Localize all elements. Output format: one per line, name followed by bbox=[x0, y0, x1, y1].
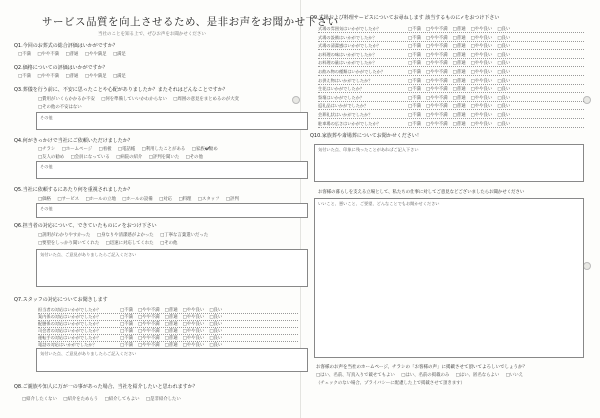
q7-scale-option[interactable]: □やや良い bbox=[182, 329, 205, 334]
q7-scale-option[interactable]: □やや不満 bbox=[137, 329, 160, 334]
q9-row-label: お飲み物の種類はいかがでしたか？ bbox=[318, 69, 386, 74]
q7-scale-option[interactable]: □やや良い bbox=[182, 308, 205, 313]
q9-scale-option[interactable]: □良い bbox=[497, 70, 511, 75]
q2-option[interactable]: □普通 bbox=[65, 74, 79, 79]
q9-scale-option[interactable]: □やや良い bbox=[470, 87, 493, 93]
q9-row-divider bbox=[318, 41, 584, 42]
q5-options[interactable] bbox=[38, 196, 244, 202]
q9-scale-option[interactable]: □やや不満 bbox=[425, 87, 448, 93]
q9-scale-option[interactable]: □普通 bbox=[452, 27, 466, 32]
q7-scale-option[interactable]: □良い bbox=[209, 329, 223, 334]
q9-scale-option[interactable]: □やや不満 bbox=[425, 104, 448, 110]
q4-option[interactable]: □評判を聞いた bbox=[148, 155, 180, 160]
q6-option[interactable]: □説明がわかりやすかった bbox=[38, 233, 91, 238]
page-subtitle: 当社のことを知る上で、ぜひお声をお聞かせください bbox=[98, 32, 206, 37]
q1-options[interactable] bbox=[18, 51, 131, 57]
q1-option[interactable]: □やや不満 bbox=[37, 52, 60, 57]
q1-option[interactable]: □普通 bbox=[65, 52, 79, 57]
q9-row-divider bbox=[318, 75, 584, 76]
q9-scale-option[interactable]: □やや良い bbox=[470, 104, 493, 110]
q6-comment-box[interactable] bbox=[36, 249, 308, 287]
q7-scale-option[interactable]: □不満 bbox=[120, 329, 133, 334]
q2-option[interactable]: □やや不満 bbox=[37, 74, 60, 79]
q5-option[interactable]: □サービス bbox=[57, 197, 80, 202]
q9-scale-option[interactable]: □良い bbox=[497, 52, 511, 58]
q5-option[interactable]: □対応 bbox=[159, 197, 173, 202]
q5-text: Q5.当社に依頼するにあたり何を重視されましたか？ bbox=[14, 187, 133, 193]
q7-box-label: 気付いた点、ご意見がありましたらご記入ください bbox=[40, 351, 137, 356]
q7-scale-option[interactable]: □やや良い bbox=[182, 343, 205, 348]
q3-text: Q3.葬儀を行う前に、不安に思ったことや心配がありましたか？またそれはどんなことですか？ bbox=[14, 87, 228, 93]
q9-scale-option[interactable]: □良い bbox=[497, 35, 511, 41]
left-column bbox=[8, 0, 339, 418]
q7-scale-option[interactable]: □やや不満 bbox=[137, 308, 160, 313]
q9-scale-option[interactable]: □やや不満 bbox=[425, 113, 448, 118]
q1-option[interactable]: □やや満足 bbox=[84, 52, 107, 57]
q9-scale-option[interactable]: □やや不満 bbox=[425, 44, 448, 50]
q7-scale-option[interactable]: □やや不満 bbox=[137, 336, 160, 341]
q9-row-divider bbox=[318, 84, 584, 85]
q9-scale-option[interactable]: □不満 bbox=[408, 70, 421, 75]
q10-box-label: 気付いた点、印象に残ったことがあればご記入下さい bbox=[318, 147, 419, 152]
q9-scale-option[interactable]: □やや不満 bbox=[425, 52, 448, 58]
q7-scale-option[interactable]: □良い bbox=[209, 315, 223, 320]
q7-scale-option[interactable]: □普通 bbox=[164, 315, 178, 320]
q5-option[interactable]: □スタッフ bbox=[197, 197, 220, 202]
q6-text: Q6.担当者の対応について、できていたものに✓をおつけ下さい bbox=[14, 223, 157, 229]
q9-scale-option[interactable]: □やや良い bbox=[470, 27, 493, 32]
q6-options[interactable] bbox=[38, 232, 213, 238]
q5-option[interactable]: □ホールの立地 bbox=[85, 197, 116, 202]
q9-scale-option[interactable]: □不満 bbox=[408, 52, 421, 58]
q9-scale-option[interactable]: □良い bbox=[497, 78, 511, 84]
q2-option[interactable]: □不満 bbox=[18, 74, 31, 79]
q9-scale-option[interactable]: □やや不満 bbox=[425, 70, 448, 75]
q9-row-label: 式場の設備はいかがでしたか？ bbox=[318, 34, 377, 40]
q9-scale-option[interactable]: □やや良い bbox=[470, 121, 493, 127]
q2-option[interactable]: □満足 bbox=[112, 74, 126, 79]
q9-scale-option[interactable]: □不満 bbox=[408, 87, 421, 93]
q9-scale-option[interactable]: □やや良い bbox=[470, 78, 493, 84]
closing-text: お客様の暮らしを支える立場として、私たちの仕事に対してご意見などございましたらお聞かせください bbox=[318, 190, 525, 195]
q4-text: Q4.何がきっかけで当社にご依頼いただけましたか？ bbox=[14, 138, 133, 144]
q7-scale-option[interactable]: □良い bbox=[209, 343, 223, 348]
q9-row-label: お料理の味はいかがでしたか？ bbox=[318, 51, 377, 57]
consent-option[interactable]: □はい、名前の掲載のみ bbox=[401, 373, 450, 378]
q7-scale-option[interactable]: □やや不満 bbox=[137, 343, 160, 348]
q9-scale-option[interactable]: □良い bbox=[497, 44, 511, 50]
q3-option[interactable]: □周囲の意見をまとめるのが大変 bbox=[173, 97, 239, 102]
closing-box-label: いいこと、悪いこと、ご要望、どんなことでもお聞かせください bbox=[318, 201, 440, 206]
q9-scale-option[interactable]: □普通 bbox=[452, 52, 466, 58]
q4-option[interactable]: □看板 bbox=[98, 147, 112, 152]
q9-row-divider bbox=[318, 32, 584, 33]
q7-row-label: 案内係の対応はいかがでしたか？ bbox=[38, 314, 101, 319]
q9-scale-option[interactable]: □不満 bbox=[408, 113, 421, 118]
q9-scale-option[interactable]: □普通 bbox=[452, 35, 466, 41]
q4-option[interactable]: □チラシ bbox=[38, 147, 56, 152]
q9-row-divider bbox=[318, 92, 584, 93]
q7-scale-option[interactable]: □やや良い bbox=[182, 336, 205, 341]
q4-option[interactable]: □その他 bbox=[185, 155, 203, 160]
right-column bbox=[304, 0, 592, 418]
q9-row-label: 生花はいかがでしたか？ bbox=[318, 86, 365, 92]
q4-option[interactable]: □電話帳 bbox=[117, 147, 136, 152]
q10-text: Q10.家族葬や斎場葬についてお聞かせください！ bbox=[310, 133, 422, 139]
q7-row-label: 担当者の対応はいかがでしたか？ bbox=[38, 307, 101, 312]
q9-row-divider bbox=[318, 66, 584, 67]
q9-row-divider bbox=[318, 49, 584, 50]
q9-scale-option[interactable]: □普通 bbox=[452, 44, 466, 50]
q3-option[interactable]: □費用がいくらかかるか不安 bbox=[38, 97, 95, 102]
q4-option[interactable]: □家族の勧め bbox=[191, 147, 218, 152]
q9-scale-option[interactable]: □やや良い bbox=[470, 70, 493, 75]
q9-scale-option[interactable]: □やや良い bbox=[470, 35, 493, 41]
q9-scale-option[interactable]: □良い bbox=[497, 95, 511, 101]
q9-scale-option[interactable]: □良い bbox=[497, 61, 511, 67]
q7-scale-option[interactable]: □普通 bbox=[164, 343, 178, 348]
consent-text: お客様のお声を当社のホームページ、チラシの「お客様の声」に掲載させて頂いてよろしいでしょうか？ bbox=[316, 365, 528, 370]
q9-scale-option[interactable]: □やや良い bbox=[470, 95, 493, 101]
q9-scale-option[interactable]: □やや良い bbox=[470, 44, 493, 50]
q4-options[interactable] bbox=[38, 146, 223, 152]
q7-scale-option[interactable]: □良い bbox=[209, 336, 223, 341]
q9-scale-option[interactable]: □普通 bbox=[452, 95, 466, 101]
q3-options[interactable] bbox=[38, 96, 244, 102]
q5-option[interactable]: □料理 bbox=[178, 197, 192, 202]
q7-row-label: 配膳係の対応はいかがでしたか？ bbox=[38, 321, 101, 326]
q8-options[interactable] bbox=[22, 396, 186, 402]
q10-comment-box[interactable] bbox=[314, 144, 584, 182]
q9-scale-option[interactable]: □やや不満 bbox=[425, 121, 448, 127]
q7-scale-option[interactable]: □不満 bbox=[120, 315, 133, 320]
q9-scale-option[interactable]: □不満 bbox=[408, 27, 421, 32]
q9-row-divider bbox=[318, 101, 584, 102]
q8-option[interactable]: □紹介してもよい bbox=[104, 397, 140, 402]
consent-option[interactable]: □はい、名前、写真入りで載せてもよい bbox=[316, 373, 395, 378]
q7-scale-option[interactable]: □良い bbox=[209, 322, 223, 327]
q9-scale-option[interactable]: □不満 bbox=[408, 95, 421, 101]
q9-scale-option[interactable]: □普通 bbox=[452, 61, 466, 67]
q5-other-box[interactable] bbox=[36, 203, 308, 218]
q7-scale-option[interactable]: □普通 bbox=[164, 329, 178, 334]
q7-scale-option[interactable]: □不満 bbox=[120, 322, 133, 327]
q9-scale-option[interactable]: □やや不満 bbox=[425, 61, 448, 67]
q8-option[interactable]: □紹介をためらう bbox=[63, 397, 99, 402]
q3-box-label: その他 bbox=[40, 115, 53, 120]
q2-options[interactable] bbox=[18, 73, 131, 79]
q7-scale-option[interactable]: □不満 bbox=[120, 336, 133, 341]
q8-option[interactable]: □紹介したくない bbox=[22, 397, 57, 402]
q7-row-label: 電話の対応はいかがでしたか？ bbox=[38, 342, 97, 347]
q6-option[interactable]: □迅速に対応してくれた bbox=[105, 241, 154, 246]
q1-option[interactable]: □満足 bbox=[112, 52, 126, 57]
q9-row-label: 式場の清潔感はいかがでしたか？ bbox=[318, 43, 381, 49]
q9-row-label: お供え物はいかがでしたか？ bbox=[318, 77, 373, 83]
q4-box-label: その他 bbox=[40, 164, 53, 169]
q9-scale-option[interactable]: □不満 bbox=[408, 35, 421, 41]
q9-scale-option[interactable]: □良い bbox=[497, 121, 511, 127]
q7-scale-option[interactable]: □やや良い bbox=[182, 315, 205, 320]
q7-scale-option[interactable]: □不満 bbox=[120, 343, 133, 348]
q9-row-label: 返礼品はいかがでしたか？ bbox=[318, 103, 369, 109]
q9-row-divider bbox=[318, 58, 584, 59]
q1-text: Q1.今回のお葬式の総合評価はいかがですか？ bbox=[14, 43, 118, 49]
q7-scale-option[interactable]: □普通 bbox=[164, 336, 178, 341]
q6-option[interactable]: □その他 bbox=[160, 241, 178, 246]
q9-row-divider bbox=[318, 109, 584, 110]
q2-text: Q2.価格についての評価はいかがですか？ bbox=[14, 65, 108, 71]
q7-row-label: 運転手の対応はいかがでしたか？ bbox=[38, 335, 101, 340]
q9-scale-option[interactable]: □不満 bbox=[408, 78, 421, 84]
q9-scale-option[interactable]: □やや良い bbox=[470, 61, 493, 67]
q9-scale-option[interactable]: □やや良い bbox=[470, 52, 493, 58]
q6-option[interactable]: □要望をしっかり聞いてくれた bbox=[38, 241, 100, 246]
q2-option[interactable]: □やや満足 bbox=[84, 74, 107, 79]
q9-scale-option[interactable]: □やや不満 bbox=[425, 35, 448, 41]
q9-scale-option[interactable]: □やや不満 bbox=[425, 78, 448, 84]
q7-comment-box[interactable] bbox=[36, 348, 308, 372]
q7-scale-option[interactable]: □やや不満 bbox=[137, 322, 160, 327]
q4-option[interactable]: □ホームページ bbox=[61, 147, 93, 152]
q9-scale-option[interactable]: □普通 bbox=[452, 113, 466, 118]
q7-scale-option[interactable]: □普通 bbox=[164, 308, 178, 313]
q7-row-label: 司会者の対応はいかがでしたか？ bbox=[38, 328, 101, 333]
q7-scale-option[interactable]: □良い bbox=[209, 308, 223, 313]
q9-row-label: 駐車場の広さはいかがでしたか？ bbox=[318, 120, 381, 126]
q4-option[interactable]: □病院の紹介 bbox=[116, 155, 143, 160]
q7-scale-option[interactable]: □普通 bbox=[164, 322, 178, 327]
q5-box-label: その他 bbox=[40, 206, 53, 211]
consent-note: （チェックのない場合、プライバシーに配慮した上で掲載させて頂きます） bbox=[316, 381, 465, 386]
q9-scale-option[interactable]: □普通 bbox=[452, 104, 466, 110]
q9-scale-option[interactable]: □良い bbox=[497, 27, 511, 32]
consent-option[interactable]: □いいえ bbox=[505, 373, 524, 378]
q9-scale-option[interactable]: □やや不満 bbox=[425, 95, 448, 101]
q9-row-divider bbox=[318, 127, 584, 128]
q7-text: Q7.スタッフの対応についてお聞きします bbox=[14, 297, 108, 303]
q6-option[interactable]: □身なりや清潔感がよかった bbox=[96, 233, 154, 238]
q6-option[interactable]: □丁寧な言葉遣いだった bbox=[160, 233, 209, 238]
q9-scale-option[interactable]: □やや不満 bbox=[425, 27, 448, 32]
q4-options-2[interactable] bbox=[38, 154, 208, 160]
q9-scale-option[interactable]: □普通 bbox=[452, 87, 466, 93]
q4-option[interactable]: □利用したことがある bbox=[141, 147, 186, 152]
q4-other-box[interactable] bbox=[36, 161, 308, 179]
q8-text: Q8.ご親族や知人に万が一の事があった場合、当社を紹介したいと思われますか？ bbox=[14, 384, 198, 390]
q9-scale-option[interactable]: □良い bbox=[497, 104, 511, 110]
q9-row-label: 式場の雰囲気はいかがでしたか？ bbox=[318, 26, 381, 31]
q9-row-label: お料理の量はいかがでしたか？ bbox=[318, 60, 377, 66]
q7-scale-option[interactable]: □やや良い bbox=[182, 322, 205, 327]
q7-scale-option[interactable]: □やや不満 bbox=[137, 315, 160, 320]
consent-options[interactable] bbox=[316, 372, 528, 378]
q8-option[interactable]: □是非紹介したい bbox=[145, 397, 181, 402]
q9-text: Q9.式場および料理サービスについてお尋ねします 該当するものに✓をおつけ下さい bbox=[310, 15, 500, 21]
q5-option[interactable]: □評判 bbox=[225, 197, 239, 202]
q9-scale-option[interactable]: □やや良い bbox=[470, 113, 493, 118]
q5-option[interactable]: □ホールの設備 bbox=[122, 197, 153, 202]
q9-scale-option[interactable]: □不満 bbox=[408, 44, 421, 50]
q9-scale-option[interactable]: □不満 bbox=[408, 104, 421, 110]
q9-row-divider bbox=[318, 118, 584, 119]
q3-options-2[interactable] bbox=[38, 104, 87, 110]
q3-other-box[interactable] bbox=[36, 112, 308, 130]
q9-scale-option[interactable]: □普通 bbox=[452, 121, 466, 127]
q9-scale-option[interactable]: □良い bbox=[497, 113, 511, 118]
q9-scale-option[interactable]: □普通 bbox=[452, 78, 466, 84]
q3-option[interactable]: □何を準備していいかわからない bbox=[101, 97, 167, 102]
q5-option[interactable]: □価格 bbox=[38, 197, 51, 202]
q3-option[interactable]: □その他の不安はない bbox=[38, 105, 82, 110]
q9-row-label: 会葬礼状はいかがでしたか？ bbox=[318, 112, 373, 117]
q7-scale-option[interactable]: □不満 bbox=[120, 308, 133, 313]
q4-option[interactable]: □友人の勧め bbox=[38, 155, 65, 160]
q9-scale-option[interactable]: □不満 bbox=[408, 61, 421, 67]
q6-box-label: 気付いた点、ご意見がありましたらご記入ください bbox=[40, 252, 137, 257]
q6-options-2[interactable] bbox=[38, 240, 182, 246]
q9-scale-option[interactable]: □不満 bbox=[408, 121, 421, 127]
q9-row-label: 祭壇はいかがでしたか？ bbox=[318, 94, 365, 100]
page-title: サービス品質を向上させるため、是非お声をお聞かせ下さい bbox=[42, 16, 339, 28]
closing-comment-box[interactable] bbox=[314, 198, 584, 358]
q4-option[interactable]: □会員になっている bbox=[70, 155, 110, 160]
consent-option[interactable]: □はい、匿名ならよい bbox=[455, 373, 500, 378]
q9-scale-option[interactable]: □良い bbox=[497, 87, 511, 93]
q9-scale-option[interactable]: □普通 bbox=[452, 70, 466, 75]
q1-option[interactable]: □不満 bbox=[18, 52, 31, 57]
